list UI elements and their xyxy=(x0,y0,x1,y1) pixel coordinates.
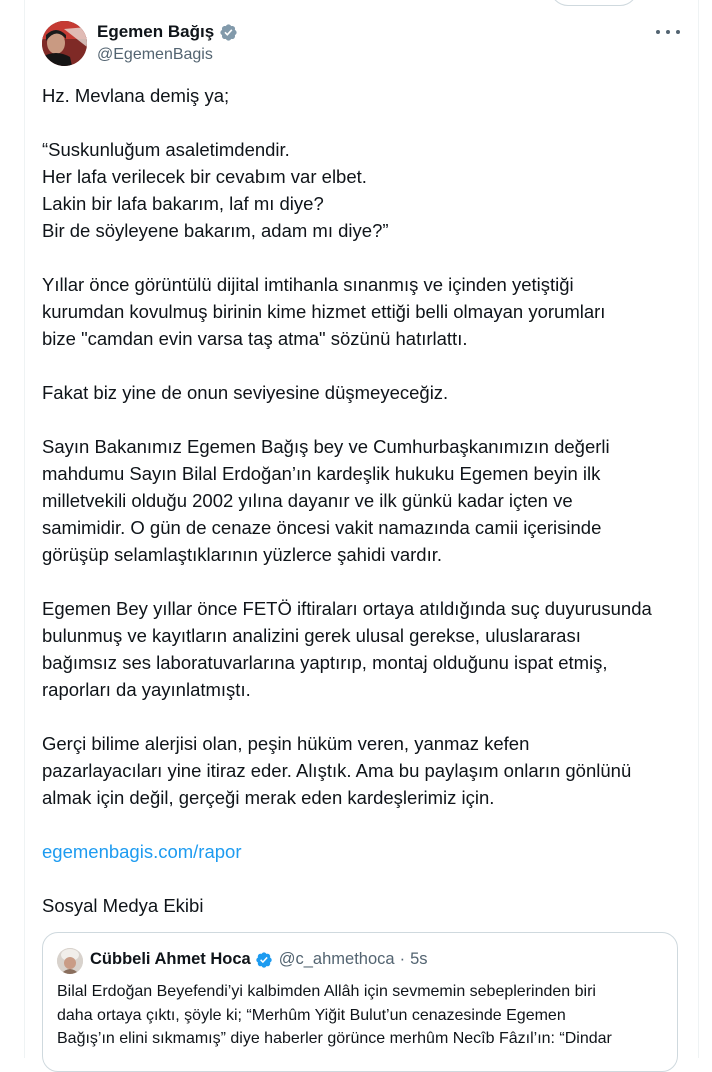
tweet-text-line: almak için değil, gerçeği merak eden kardeşlerimiz için. xyxy=(42,787,495,808)
quoted-timestamp[interactable]: 5s xyxy=(410,950,428,968)
verified-badge-icon xyxy=(219,23,238,42)
quoted-text-line: daha ortaya çıktı, şöyle ki; “Merhûm Yiğit Bulut’un cenazesinde Egemen xyxy=(57,1006,566,1024)
tweet-link[interactable]: egemenbagis.com/rapor xyxy=(42,841,242,862)
tweet-text-line: Yıllar önce görüntülü dijital imtihanla sınanmış ve içinden yetiştiği xyxy=(42,274,574,295)
tweet-text-line: bize "camdan evin varsa taş atma" sözünü hatırlattı. xyxy=(42,328,468,349)
separator-dot: · xyxy=(399,950,406,968)
tweet-text-line: Egemen Bey yıllar önce FETÖ iftiraları ortaya atıldığında suç duyurusunda xyxy=(42,598,652,619)
tweet-blank-line xyxy=(42,811,687,838)
tweet-text-line: pazarlayacıları yine itiraz eder. Alıştık. Ama bu paylaşım onların gönlünü xyxy=(42,760,632,781)
tweet-text-line: Gerçi bilime alerjisi olan, peşin hüküm veren, yanmaz kefen xyxy=(42,733,530,754)
quoted-handle[interactable]: @c_ahmethoca xyxy=(278,950,395,968)
tweet-text-line: milletvekili olduğu 2002 yılına dayanır ve ilk günkü kadar içten ve xyxy=(42,490,573,511)
quoted-tweet[interactable] xyxy=(42,932,678,1072)
tweet-text-line: Her lafa verilecek bir cevabım var elbet. xyxy=(42,166,367,187)
tweet-text-line: samimidir. O gün de cenaze öncesi vakit namazında camii içerisinde xyxy=(42,517,602,538)
tweet-signature: Sosyal Medya Ekibi xyxy=(42,895,204,916)
tweet-text-line: raporları da yayınlatmıştı. xyxy=(42,679,251,700)
author-handle[interactable]: @EgemenBagis xyxy=(97,46,213,63)
tweet-blank-line xyxy=(42,109,687,136)
tweet-text-line: bulunmuş ve kayıtların analizini gerek ulusal gerekse, uluslararası xyxy=(42,625,581,646)
tweet-text-line: Sayın Bakanımız Egemen Bağış bey ve Cumhurbaşkanımızın değerli xyxy=(42,436,610,457)
tweet-text-line: Hz. Mevlana demiş ya; xyxy=(42,85,230,106)
author-avatar[interactable] xyxy=(42,21,87,66)
tweet-text-line: Bir de söyleyene bakarım, adam mı diye?” xyxy=(42,220,389,241)
follow-button[interactable] xyxy=(550,0,638,6)
more-horizontal-icon[interactable] xyxy=(656,22,680,42)
tweet-blank-line xyxy=(42,568,687,595)
author-display-name[interactable]: Egemen Bağış xyxy=(97,22,215,41)
tweet-blank-line xyxy=(42,406,687,433)
tweet-text-line: görüşüp selamlaştıklarının yüzlerce şahidi vardır. xyxy=(42,544,442,565)
tweet-text-line: kurumdan kovulmuş birinin kime hizmet ettiği belli olmayan yorumları xyxy=(42,301,606,322)
tweet-text-line: bağımsız ses laboratuvarlarına yaptırıp, montaj olduğunu ispat etmiş, xyxy=(42,652,608,673)
tweet-blank-line xyxy=(42,244,687,271)
tweet-text-line: “Suskunluğum asaletimdendir. xyxy=(42,139,290,160)
tweet-text-line: Fakat biz yine de onun seviyesine düşmeyeceğiz. xyxy=(42,382,449,403)
tweet-blank-line xyxy=(42,352,687,379)
tweet-text-line: mahdumu Sayın Bilal Erdoğan’ın kardeşlik hukuku Egemen beyin ilk xyxy=(42,463,601,484)
verified-badge-icon xyxy=(255,951,273,969)
tweet-text-line: Lakin bir lafa bakarım, laf mı diye? xyxy=(42,193,324,214)
quoted-text-line: Bağış’ın elini sıkmamış” diye haberler görünce merhûm Necîb Fâzıl’ın: “Dindar xyxy=(57,1030,612,1047)
quoted-author-avatar xyxy=(57,948,83,974)
quoted-text-line: Bilal Erdoğan Beyefendi’yi kalbimden Allâh için sevmemin sebeplerinden biri xyxy=(57,983,596,1000)
tweet-text xyxy=(42,82,687,919)
quoted-display-name[interactable]: Cübbeli Ahmet Hoca xyxy=(90,950,251,968)
tweet-blank-line xyxy=(42,703,687,730)
